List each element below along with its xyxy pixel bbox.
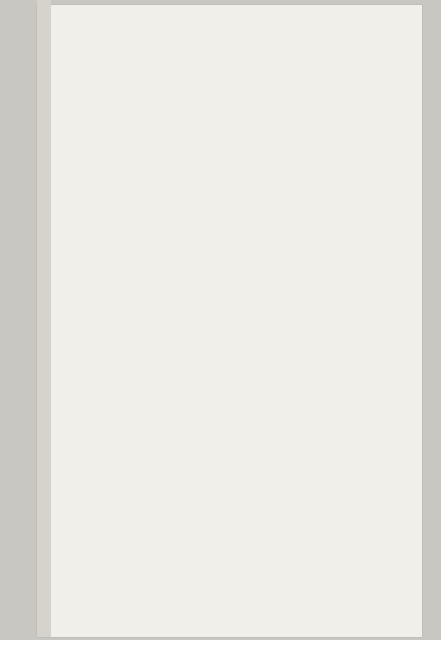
footer-bar [0,640,441,653]
form-sheet [37,5,422,637]
binding-strip [37,0,51,637]
